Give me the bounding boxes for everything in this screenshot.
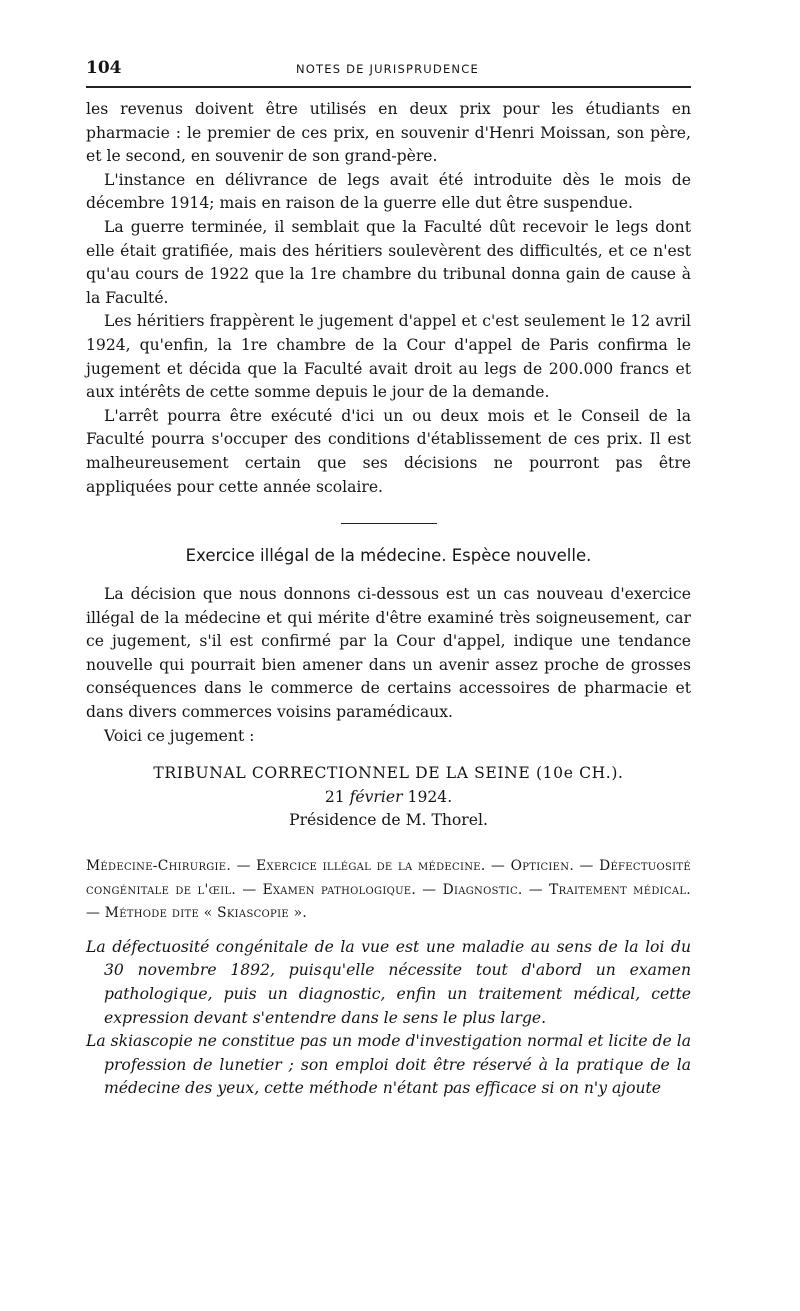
intro-paragraph: La guerre terminée, il semblait que la Faculté dût recevoir le legs dont elle était gratifiée, mais des héritiers soulevèrent des difficultés, et ce n'est qu'au cours de 1922 que la 1re chambre du tribunal donna gain de cause à la Faculté. [86, 217, 691, 307]
document-page [86, 58, 691, 1101]
page-number: 104 [86, 58, 122, 78]
section-divider [341, 523, 437, 524]
intro-paragraph: Les héritiers frappèrent le jugement d'appel et c'est seulement le 12 avril 1924, qu'enfin, la 1re chambre de la Cour d'appel de Paris confirma le jugement et décida que la Faculté avait droit au legs de 200.000 francs et aux intérêts de cette somme depuis le jour de la demande. [86, 312, 691, 402]
judgment-day: 21 [324, 787, 345, 806]
running-head: NOTES DE JURISPRUDENCE [296, 62, 479, 76]
judgment-year: 1924. [407, 787, 453, 806]
judgment-month: février [349, 787, 403, 806]
holding-paragraph: La skiascopie ne constitue pas un mode d'investigation normal et licite de la profession de lunetier ; son emploi doit être réservé à la pratique de la médecine des yeux, cette méthode n'étant pas efficace si on n'y ajoute [86, 1032, 691, 1098]
section-paragraph: La décision que nous donnons ci-dessous est un cas nouveau d'exercice illégal de la médecine et qui mérite d'être examiné très soigneusement, car ce jugement, s'il est confirmé par la Cour d'appel, indique une tendance nouvelle qui pourrait bien amener dans un avenir assez proche de grosses conséquences dans le commerce de certains accessoires de pharmacie et dans divers commerces voisins paramédicaux. [86, 585, 691, 722]
section-paragraph: Voici ce jugement : [104, 726, 255, 745]
case-summary: Médecine-Chirurgie. — Exercice illégal de la médecine. — Opticien. — Défectuosité congénitale de l'œil. — Examen pathologique. — Diagnostic. — Traitement médical. — Méthode dite « Skiascopie ». [86, 858, 691, 922]
holding-paragraph: La défectuosité congénitale de la vue est une maladie au sens de la loi du 30 novembre 1892, puisqu'elle nécessite tout d'abord un examen pathologique, puis un diagnostic, enfin un traitement médical, cette expression devant s'entendre dans le sens le plus large. [86, 937, 691, 1027]
intro-paragraph: L'arrêt pourra être exécuté d'ici un ou deux mois et le Conseil de la Faculté pourra s'occuper des conditions d'établissement de ces prix. Il est malheureusement certain que ses décisions ne pourront pas être appliquées pour cette année scolaire. [86, 406, 691, 496]
intro-paragraph: L'instance en délivrance de legs avait été introduite dès le mois de décembre 1914; mais en raison de la guerre elle dut être suspendue. [86, 170, 691, 213]
court-presidence: Présidence de M. Thorel. [289, 811, 488, 830]
section-title: Exercice illégal de la médecine. Espèce nouvelle. [185, 546, 592, 566]
court-name: TRIBUNAL CORRECTIONNEL DE LA SEINE (10e CH.). [153, 764, 624, 783]
page-header [86, 58, 691, 88]
intro-paragraph: les revenus doivent être utilisés en deux prix pour les étudiants en pharmacie : le premier de ces prix, en souvenir d'Henri Moissan, son père, et le second, en souvenir de son grand-père. [86, 100, 691, 166]
judgment-date [86, 786, 691, 810]
